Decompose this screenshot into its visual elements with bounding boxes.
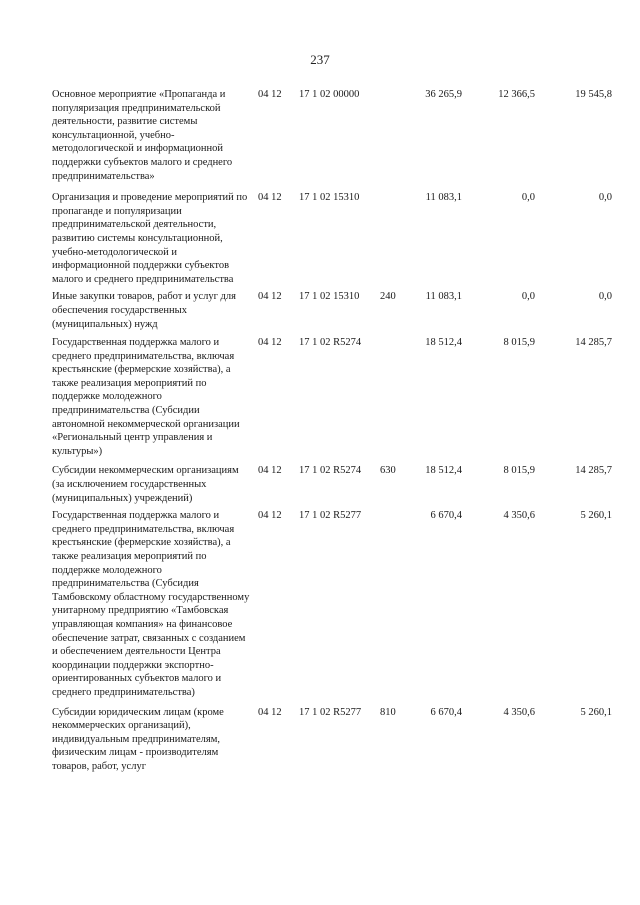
- amount-year-3: 0,0: [598, 192, 612, 204]
- table-row: [52, 706, 612, 774]
- target-article-code: 17 1 02 R5274: [299, 337, 362, 349]
- target-article-code: 17 1 02 15310: [299, 192, 360, 204]
- row-description: Организация и проведение мероприятий по пропаганде и популяризации предпринимательской деятельности, развитию системы консультационной, учебно-методологической и информационной поддержки субъектов малого и среднего предпринимательства: [52, 192, 248, 285]
- amount-year-3: 14 285,7: [575, 337, 612, 349]
- target-article-code: 17 1 02 R5274: [299, 465, 362, 477]
- row-description: Государственная поддержка малого и среднего предпринимательства, включая крестьянские (фермерские хозяйства), а также реализация мероприятий по поддержке молодежного предпринимательства (Субсидии автономной некоммерческой организации «Региональный центр управления и культуры»): [52, 337, 240, 457]
- table-row: [52, 290, 612, 331]
- amount-year-1: 6 670,4: [430, 706, 462, 718]
- table-row: [52, 88, 612, 183]
- amount-year-1: 11 083,1: [425, 192, 462, 204]
- amount-year-2: 4 350,6: [503, 510, 535, 522]
- target-article-code: 17 1 02 R5277: [299, 510, 362, 522]
- target-article-code: 17 1 02 15310: [299, 291, 360, 303]
- section-code: 04 12: [258, 192, 282, 204]
- amount-year-1: 11 083,1: [425, 291, 462, 303]
- amount-year-2: 8 015,9: [503, 465, 535, 477]
- row-description: Государственная поддержка малого и среднего предпринимательства, включая крестьянские (фермерские хозяйства), а также реализация мероприятий по поддержке молодежного предпринимательства (Субсидия Тамбовскому областному государственному унитарному предприятию «Тамбовская управляющая компания» на финансовое обеспечение затрат, связанных с созданием и обеспечением деятельности Центра координации поддержки экспортно-ориентированных субъектов малого и среднего предпринимательства): [52, 510, 250, 698]
- section-code: 04 12: [258, 291, 282, 303]
- page-number: 237: [310, 52, 330, 67]
- section-code: 04 12: [258, 510, 282, 522]
- expense-type-code: 630: [380, 465, 396, 477]
- section-code: 04 12: [258, 706, 282, 718]
- amount-year-2: 12 366,5: [498, 89, 535, 100]
- target-article-code: 17 1 02 00000: [299, 89, 360, 100]
- amount-year-1: 18 512,4: [425, 337, 462, 349]
- amount-year-3: 5 260,1: [580, 706, 612, 718]
- amount-year-3: 14 285,7: [575, 465, 612, 477]
- table-row: [52, 191, 612, 286]
- section-code: 04 12: [258, 89, 282, 100]
- table-row: [52, 509, 612, 699]
- amount-year-2: 0,0: [521, 291, 535, 303]
- amount-year-3: 5 260,1: [580, 510, 612, 522]
- section-code: 04 12: [258, 465, 282, 477]
- amount-year-1: 18 512,4: [425, 465, 462, 477]
- row-description: Субсидии юридическим лицам (кроме некоммерческих организаций), индивидуальным предпринимателям, физическим лицам - производителям товаров, работ, услуг: [52, 706, 224, 772]
- row-description: Субсидии некоммерческим организациям (за исключением государственных (муниципальных) учреждений): [52, 465, 239, 504]
- budget-table: [52, 88, 612, 774]
- amount-year-2: 8 015,9: [503, 337, 535, 349]
- table-row: [52, 464, 612, 505]
- amount-year-2: 0,0: [521, 192, 535, 204]
- amount-year-1: 6 670,4: [430, 510, 462, 522]
- row-description: Иные закупки товаров, работ и услуг для обеспечения государственных (муниципальных) нужд: [52, 291, 236, 330]
- amount-year-3: 0,0: [598, 291, 612, 303]
- expense-type-code: 240: [380, 291, 396, 303]
- amount-year-3: 19 545,8: [575, 89, 612, 100]
- expense-type-code: 810: [380, 706, 396, 718]
- amount-year-1: 36 265,9: [425, 89, 462, 100]
- section-code: 04 12: [258, 337, 282, 349]
- table-row: [52, 336, 612, 458]
- row-description: Основное мероприятие «Пропаганда и популяризация предпринимательской деятельности, развитие системы консультационной, учебно-методологической и информационной поддержки субъектов малого и среднего предпринимательства»: [52, 89, 233, 182]
- target-article-code: 17 1 02 R5277: [299, 706, 362, 718]
- amount-year-2: 4 350,6: [503, 706, 535, 718]
